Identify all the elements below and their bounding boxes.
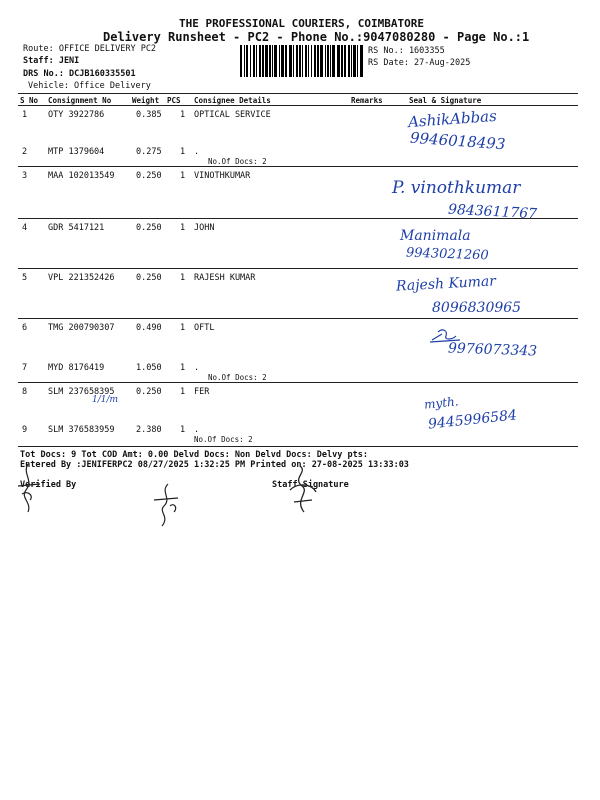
row-consignee: VINOTHKUMAR (194, 171, 251, 181)
entered-printed-line: Entered By :JENIFERPC2 08/27/2025 1:32:25 PM Printed on: 27-08-2025 13:33:03 (20, 460, 409, 470)
barcode-bar (330, 45, 331, 77)
row-consignment: MYD 8176419 (48, 363, 105, 373)
header-bottom-rule (18, 105, 578, 106)
row-pcs: 1 (180, 363, 186, 373)
rs-number: RS No.: 1603355 (368, 46, 445, 56)
row-sno: 8 (22, 387, 28, 397)
staff-signature (282, 462, 322, 522)
row-consignment: TMG 200790307 (48, 323, 115, 333)
barcode-bar (262, 45, 264, 77)
barcode-bar (305, 45, 307, 77)
row-weight: 0.250 (136, 387, 162, 397)
handwritten-name: P. vinothkumar (392, 178, 521, 198)
handwritten-phone: 9976073343 (447, 340, 538, 360)
barcode-bar (351, 45, 352, 77)
row-weight: 1.050 (136, 363, 162, 373)
drs-number: DRS No.: DCJB160335501 (23, 69, 136, 79)
row-sno: 6 (22, 323, 28, 333)
row-sno: 2 (22, 147, 28, 157)
staff-signature-label: Staff Signature (272, 480, 349, 490)
row-weight: 0.250 (136, 223, 162, 233)
barcode-bar (296, 45, 298, 77)
row-consignee: JOHN (194, 223, 215, 233)
row-weight: 2.380 (136, 425, 162, 435)
row-divider (18, 382, 578, 383)
handwritten-phone: 9943021260 (405, 245, 489, 264)
row-consignment: MTP 1379604 (48, 147, 105, 157)
barcode-bar (327, 45, 329, 77)
barcode-bar (337, 45, 340, 77)
row-pcs: 1 (180, 223, 186, 233)
row-weight: 0.275 (136, 147, 162, 157)
barcode-bar (325, 45, 326, 77)
barcode-bar (332, 45, 335, 77)
col-header-remarks: Remarks (351, 96, 383, 105)
row-consignment: VPL 221352426 (48, 273, 115, 283)
row-consignee: OFTL (194, 323, 215, 333)
col-header-weight: Weight (132, 96, 160, 105)
handwritten-phone: 9843611767 (447, 201, 538, 223)
row-pcs: 1 (180, 273, 186, 283)
barcode-bar (293, 45, 294, 77)
row-consignment: SLM 237658395 (48, 387, 115, 397)
barcode-bar (317, 45, 319, 77)
row-weight: 0.385 (136, 110, 162, 120)
col-header-consignee: Consignee Details (194, 96, 271, 105)
barcode-bar (299, 45, 301, 77)
row-pcs: 1 (180, 425, 186, 435)
row-sno: 1 (22, 110, 28, 120)
barcode-bar (253, 45, 255, 77)
row-consignment: SLM 376583959 (48, 425, 115, 435)
barcode-bar (279, 45, 280, 77)
row-pcs: 1 (180, 147, 186, 157)
verified-signature (12, 460, 46, 520)
row-divider (18, 268, 578, 269)
row-pcs: 1 (180, 171, 186, 181)
row-sno: 4 (22, 223, 28, 233)
handwritten-phone: 8096830965 (432, 300, 522, 316)
barcode-bar (269, 45, 271, 77)
row-sno: 3 (22, 171, 28, 181)
row-consignee: FER (194, 387, 210, 397)
row-sno: 9 (22, 425, 28, 435)
barcode-bar (341, 45, 343, 77)
row-consignee: . (194, 425, 200, 435)
handwritten-name: Manimala (400, 228, 471, 244)
row-weight: 0.250 (136, 171, 162, 181)
barcode-bar (320, 45, 323, 77)
vehicle-text: Vehicle: Office Delivery (28, 81, 151, 91)
row-sno: 7 (22, 363, 28, 373)
row-consignee: . (194, 363, 200, 373)
row-divider (18, 318, 578, 319)
route-text: Route: OFFICE DELIVERY PC2 (23, 44, 157, 54)
barcode-bar (246, 45, 248, 77)
barcode-bar (285, 45, 287, 77)
barcode-bar (357, 45, 358, 77)
barcode-bar (259, 45, 261, 77)
staff-text: Staff: JENI (23, 56, 80, 66)
barcode-bar (348, 45, 350, 77)
runsheet-title: Delivery Runsheet - PC2 - Phone No.:9047080280 - Page No.:1 (103, 30, 530, 44)
barcode-bar (289, 45, 292, 77)
barcode-image (240, 45, 364, 77)
handwritten-name: myth. (423, 394, 460, 412)
barcode-bar (250, 45, 251, 77)
handwritten-phone: 9445996584 (427, 407, 518, 433)
header-top-rule (18, 93, 578, 94)
row-docs: No.Of Docs: 2 (194, 435, 253, 444)
table-bottom-rule (18, 446, 578, 447)
row-pcs: 1 (180, 110, 186, 120)
row-divider (18, 166, 578, 167)
handwritten-phone: 9946018493 (409, 128, 506, 154)
barcode-bar (353, 45, 356, 77)
row-weight: 0.490 (136, 323, 162, 333)
row-consignee: RAJESH KUMAR (194, 273, 256, 283)
barcode-bar (308, 45, 309, 77)
col-header-signature: Seal & Signature (409, 96, 482, 105)
totals-line: Tot Docs: 9 Tot COD Amt: 0.00 Delvd Docs: Non Delvd Docs: Delvy pts: (20, 450, 368, 460)
col-header-consignment: Consignment No (48, 96, 112, 105)
handwritten-note: 1/1/m (92, 395, 119, 405)
handwritten-name: AshikAbbas (407, 106, 498, 132)
barcode-bar (311, 45, 312, 77)
barcode-bar (344, 45, 346, 77)
row-docs: No.Of Docs: 2 (208, 373, 267, 382)
company-name: THE PROFESSIONAL COURIERS, COIMBATORE (179, 17, 425, 30)
row-consignment: OTY 3922786 (48, 110, 105, 120)
initial-signature (148, 482, 184, 532)
row-docs: No.Of Docs: 2 (208, 157, 267, 166)
barcode-bar (265, 45, 268, 77)
verified-by-label: Verified By (20, 480, 77, 490)
barcode-bar (314, 45, 316, 77)
row-pcs: 1 (180, 387, 186, 397)
row-consignee: OPTICAL SERVICE (194, 110, 271, 120)
col-header-pcs: PCS (167, 96, 181, 105)
row-consignment: GDR 5417121 (48, 223, 105, 233)
row-consignee: . (194, 147, 200, 157)
handwritten-name: Rajesh Kumar (395, 273, 497, 295)
row-weight: 0.250 (136, 273, 162, 283)
row-sno: 5 (22, 273, 28, 283)
rs-date: RS Date: 27-Aug-2025 (368, 58, 471, 68)
barcode-bar (244, 45, 245, 77)
row-consignment: MAA 102013549 (48, 171, 115, 181)
barcode-bar (256, 45, 257, 77)
row-pcs: 1 (180, 323, 186, 333)
barcode-bar (240, 45, 242, 77)
barcode-bar (360, 45, 363, 77)
barcode-bar (274, 45, 277, 77)
barcode-bar (272, 45, 273, 77)
col-header-sno: S No (20, 96, 39, 105)
barcode-bar (281, 45, 284, 77)
barcode-bar (302, 45, 303, 77)
